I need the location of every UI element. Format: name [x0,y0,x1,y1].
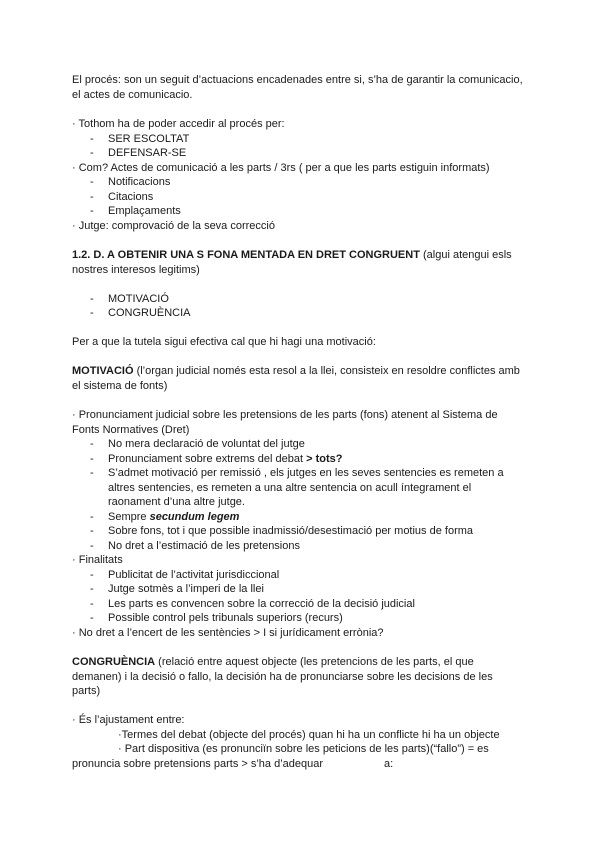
congruencia-last-end: a: [384,758,394,770]
section-paragraph: Per a que la tutela sigui efectiva cal que hi hagi una motivació: [72,336,376,348]
finalitats-lead: · Finalitats [72,554,123,566]
intro-line-1: El procés: son un seguit d’actuacions encadenades entre si, s’ha de garantir la comunicacio, [72,74,523,86]
com-lead: · Com? Actes de comunicació a les parts / 3rs ( per a que les parts estiguin informats) [72,162,490,174]
motivacio-heading-line-2: el sistema de fonts) [72,380,168,392]
motivacio-lead: · Pronunciament judicial sobre les pretensions de les parts (fons) atenent al Sistema de [72,409,498,421]
congruencia-last-line: pronuncia sobre pretensions parts > s’ha d’adequar [72,758,324,770]
encert-line: · No dret a l’encert de les sentències > I si jurídicament errònia? [72,627,384,639]
congruencia-heading-line-2: demanen) i la decisió o fallo, la decisión ha de pronunciarse sobre les decisions de les [72,671,493,683]
section-heading: 1.2. D. A OBTENIR UNA S FONA MENTADA EN DRET CONGRUENT (algui atengui esls [72,249,512,261]
motivacio-lead-line-2: Fonts Normatives (Dret) [72,424,190,436]
congruencia-sub-2: · Part dispositiva (es pronunciïn sobre les peticions de les parts)(“fallo”) = es [118,743,489,755]
access-lead: · Tothom ha de poder accedir al procés per: [72,118,285,130]
section-heading-line-2: nostres interesos legitims) [72,264,200,276]
judge-line: · Jutge: comprovació de la seva correcció [72,220,275,232]
congruencia-sub-1: ·Termes del debat (objecte del procés) quan hi ha un conflicte hi ha un objecte [118,729,500,741]
congruencia-lead: · És l’ajustament entre: [72,714,185,726]
congruencia-heading: CONGRUÈNCIA (relació entre aquest objecte (les pretencions de les parts, el que [72,656,474,668]
intro-line-2: el actes de comunicacio. [72,89,193,101]
motivacio-heading: MOTIVACIÓ (l’organ judicial només esta resol a la llei, consisteix en resoldre conflictes amb [72,365,520,377]
congruencia-heading-line-3: parts) [72,685,101,697]
document-page: El procés: son un seguit d’actuacions encadenades entre si, s’ha de garantir la comunicacio, el actes de comunicacio. · Tothom ha de poder accedir al procés per: - SER ESCOLTAT - DEFENSAR-SE · Com? Actes de comunicació a les parts / 3rs ( per a que les parts estiguin informats) - Notificacions - Citacions - Emplaçaments · Jutge: comprovació de la seva correcció 1.2. D. A OBTENIR UNA S FONA MENTADA EN DRET CONGRUENT (algui atengui esls nostres interesos legitims) - MOTIVACIÓ - CONGRUÈNCIA Per a que la tutela sigui efectiva cal que hi hagi una motivació: MOTIVACIÓ (l’organ judicial només esta resol a la llei, consisteix en resoldre conflictes amb el sistema de fonts) · Pronunciament judicial sobre les pretensions de les parts (fons) atenent al Sistema de Fonts Normatives (Dret) - No mera declaració de voluntat del jutge - Pronunciament sobre extrems del debat > tots? - S’admet motivació per remissió , els jutges en les seves sentencies es remeten a altres sentencies, es remeten a una altre sentencia on acull íntegrament el raonament d’una altre jutge. - Sempre secundum legem - Sobre fons, tot i que possible inadmissió/desestimació per motius de forma - No dret a l’estimació de les pretensions · Finalitats - Publicitat de l’activitat jurisdiccional - Jutge sotmès a l’imperi de la llei - Les parts es convencen sobre la correcció de la decisió judicial - Possible control pels tribunals superiors (recurs) · No dret a l’encert de les sentències > I si jurídicament errònia? CONGRUÈNCIA (relació entre aquest objecte (les pretencions de les parts, el que demanen) i la decisió o fallo, la decisión ha de pronunciarse sobre les decisions de les parts) · És l’ajustament entre: ·Termes del debat (objecte del procés) quan hi ha un conflicte hi ha un objecte · Part dispositiva (es pronunciïn sobre les peticions de les parts)(“fallo”) = es pronuncia sobre pretensions parts > s’ha d’adequar a: [72,74,523,770]
